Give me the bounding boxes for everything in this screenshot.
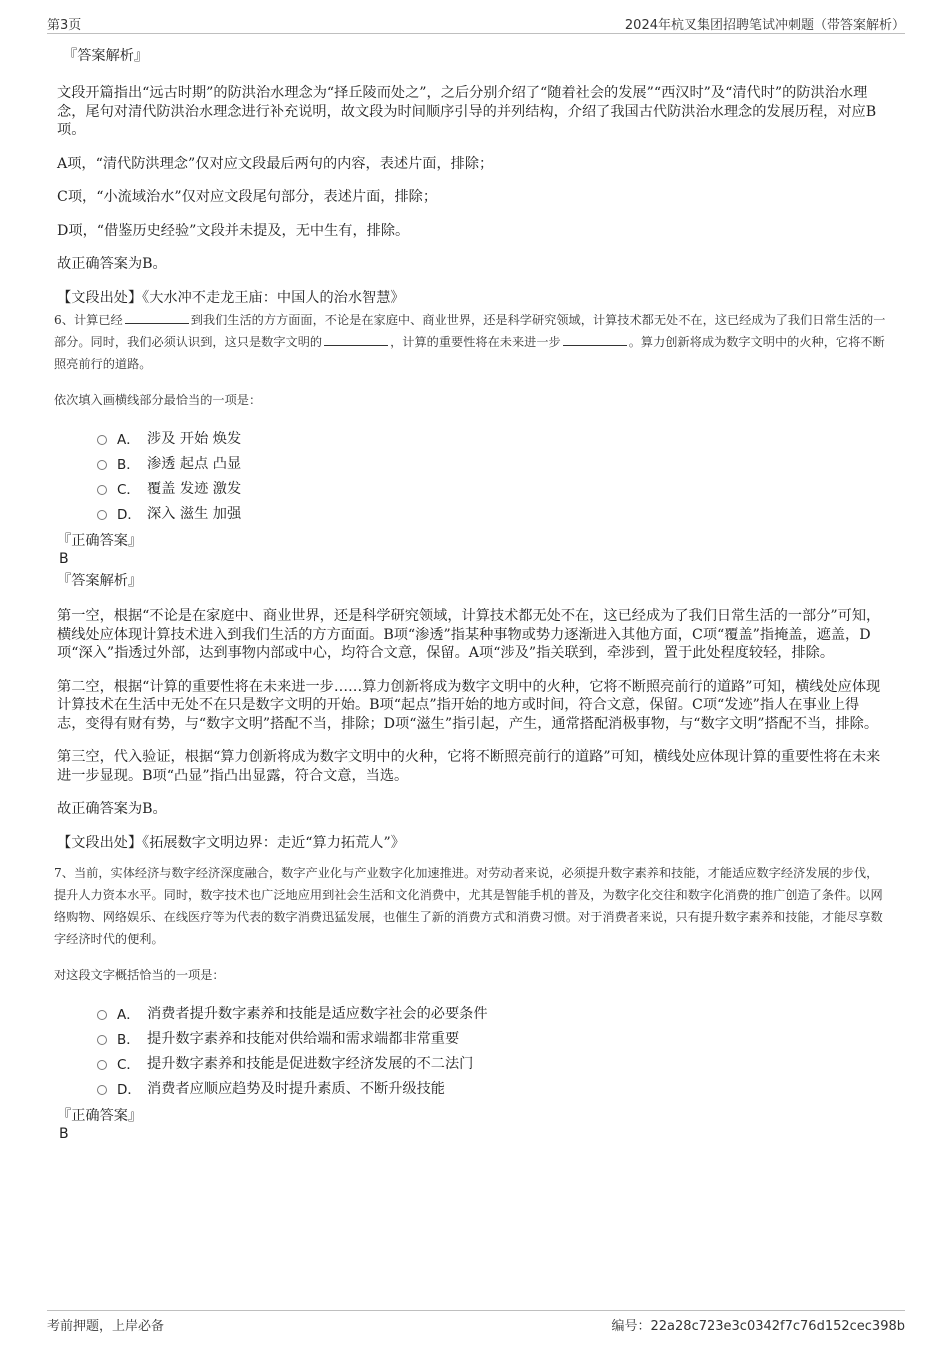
radio-icon[interactable]: [97, 460, 107, 470]
q6-stem: 6、计算已经 到我们生活的方方面面，不论是在家庭中、商业世界，还是科学研究领域，计算技术都无处不在，这已经成为了我们日常生活的一部分。同时，我们必须认识到，这只是数字文明的 ，计算的重要性将在未来进一步 。算力创新将成为数字文明中的火种，它将不断照亮前行的道路。: [54, 313, 886, 371]
q7-option-d[interactable]: D． 消费者应顺应趋势及时提升素质、不断升级技能: [97, 1075, 887, 1100]
document-title: 2024年杭叉集团招聘笔试冲刺题（带答案解析）: [624, 18, 905, 33]
q5-analysis-paragraph: 文段开篇指出“远古时期”的防洪治水理念为“择丘陵而处之”，之后分别介绍了“随着社会的发展”“西汉时”及“清代时”的防洪治水理念，尾句对清代防洪治水理念进行补充说明，故文段为时间顺序引导的并列结构，介绍了我国古代防洪治水理念的发展历程，对应B项。: [57, 85, 877, 138]
footer-serial: 编号：22a28c723e3c0342f7c76d152cec398b: [611, 1319, 905, 1334]
q6-option-b[interactable]: B． 渗透 起点 凸显: [97, 450, 887, 475]
q6-blank-3: [563, 334, 627, 346]
radio-icon[interactable]: [97, 510, 107, 520]
radio-icon[interactable]: [97, 1060, 107, 1070]
q6-source: 【文段出处】《拓展数字文明边界：走近“算力拓荒人”》: [57, 834, 405, 851]
q6-analysis-title: 『答案解析』: [57, 573, 143, 589]
footer-slogan: 考前押题，上岸必备: [47, 1319, 165, 1334]
q7-correct-answer: B: [59, 1126, 69, 1142]
q7-option-b[interactable]: B． 提升数字素养和技能对供给端和需求端都非常重要: [97, 1025, 887, 1050]
q7-prompt: 对这段文字概括恰当的一项是：: [54, 968, 225, 982]
q6-conclusion: 故正确答案为B。: [57, 801, 167, 817]
q6-correct-answer: B: [59, 551, 69, 567]
q5-analysis-title: 『答案解析』: [63, 48, 149, 64]
q5-analysis-option-d: D项，“借鉴历史经验”文段并未提及，无中生有，排除。: [57, 222, 410, 239]
q6-prompt: 依次填入画横线部分最恰当的一项是：: [54, 393, 262, 407]
page-header: [47, 10, 905, 34]
q5-analysis-option-c: C项，“小流域治水”仅对应文段尾句部分，表述片面，排除；: [57, 189, 438, 205]
q7-options: [97, 1000, 887, 1100]
q6-blank-1: [125, 312, 189, 324]
q5-source: 【文段出处】《大水冲不走龙王庙：中国人的治水智慧》: [57, 289, 405, 306]
q5-analysis-option-a: A项，“清代防洪理念”仅对应文段最后两句的内容，表述片面，排除；: [57, 155, 494, 172]
q6-option-c[interactable]: C． 覆盖 发迹 激发: [97, 475, 887, 500]
q6-option-d[interactable]: D． 深入 滋生 加强: [97, 500, 887, 525]
q6-option-a[interactable]: A． 涉及 开始 焕发: [97, 425, 887, 450]
q6-blank-2: [324, 334, 388, 346]
radio-icon[interactable]: [97, 1085, 107, 1095]
page-number: 第3页: [47, 18, 82, 33]
q7-stem: 7、当前，实体经济与数字经济深度融合，数字产业化与产业数字化加速推进。对劳动者来说，必须提升数字素养和技能，才能适应数字经济发展的步伐，提升人力资本水平。同时，数字技术也广泛地应用到社会生活和文化消费中，尤其是智能手机的普及，为数字化交往和数字化消费的推广创造了条件。以网络购物、网络娱乐、在线医疗等为代表的数字消费迅猛发展，也催生了新的消费方式和消费习惯。对于消费者来说，只有提升数字素养和技能，才能尽享数字经济时代的便利。: [54, 866, 883, 946]
page-content: [54, 46, 887, 1142]
radio-icon[interactable]: [97, 485, 107, 495]
q7-option-c[interactable]: C． 提升数字素养和技能是促进数字经济发展的不二法门: [97, 1050, 887, 1075]
q6-options: [97, 425, 887, 525]
radio-icon[interactable]: [97, 435, 107, 445]
q5-conclusion: 故正确答案为B。: [57, 256, 167, 272]
radio-icon[interactable]: [97, 1010, 107, 1020]
q7-correct-title: 『正确答案』: [57, 1108, 143, 1124]
q6-correct-title: 『正确答案』: [57, 533, 143, 549]
q6-analysis-blank2: 第二空，根据“计算的重要性将在未来进一步……算力创新将成为数字文明中的火种，它将不断照亮前行的道路”可知，横线处应体现计算技术在生活中无处不在只是数字文明的开始。B项“起点”指开始的地方或时间，符合文意，保留。C项“发迹”指人在事业上得志，变得有财有势，与“数字文明”搭配不当，排除；D项“滋生”指引起，产生，通常搭配消极事物，与“数字文明”搭配不当，排除。: [57, 678, 881, 732]
radio-icon[interactable]: [97, 1035, 107, 1045]
page-footer: [47, 1310, 905, 1334]
q7-option-a[interactable]: A． 消费者提升数字素养和技能是适应数字社会的必要条件: [97, 1000, 887, 1025]
q6-analysis-blank3: 第三空，代入验证，根据“算力创新将成为数字文明中的火种，它将不断照亮前行的道路”可知，横线处应体现计算的重要性将在未来进一步显现。B项“凸显”指凸出显露，符合文意，当选。: [57, 749, 881, 784]
q6-analysis-blank1: 第一空，根据“不论是在家庭中、商业世界，还是科学研究领域，计算技术都无处不在，这已经成为了我们日常生活的一部分”可知，横线处应体现计算技术进入到我们生活的方方面面。B项“渗透”指某种事物或势力逐渐进入其他方面，C项“覆盖”指掩盖，遮盖，D项“深入”指透过外部，达到事物内部或中心，均符合文意，保留。A项“涉及”指关联到，牵涉到，置于此处程度较轻，排除。: [57, 608, 881, 661]
